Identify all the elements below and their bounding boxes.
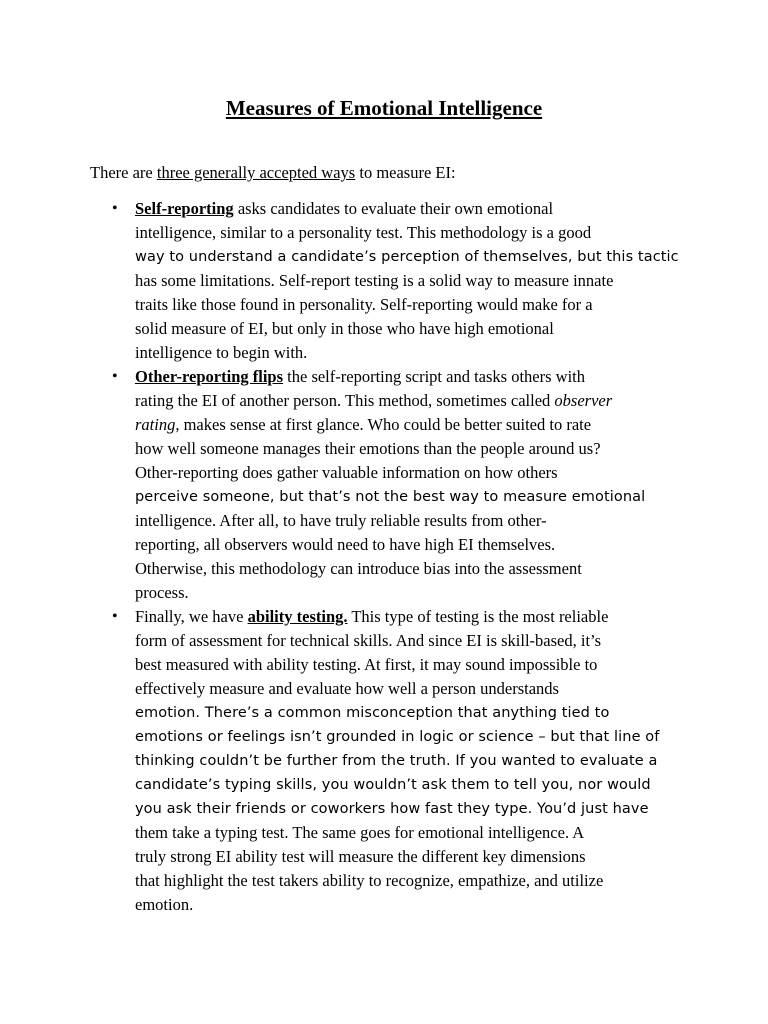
list-item-ability-testing xyxy=(90,605,680,917)
list-item-line: how well someone manages their emotions than the people around us? xyxy=(135,439,601,458)
list-item-line: emotions or feelings isn’t grounded in logic or science – but that line of xyxy=(135,729,660,745)
list-item-line: traits like those found in personality. Self-reporting would make for a xyxy=(135,295,593,314)
list-item-line: you ask their friends or coworkers how fast they type. You’d just have xyxy=(135,801,649,817)
list-item-line: candidate’s typing skills, you wouldn’t ask them to tell you, nor would xyxy=(135,777,651,793)
list-item-line: them take a typing test. The same goes for emotional intelligence. A xyxy=(135,823,585,842)
list-item-line: has some limitations. Self-report testing is a solid way to measure innate xyxy=(135,271,614,290)
list-item-line: Other-reporting flips the self-reporting script and tasks others with xyxy=(135,367,586,386)
list-item-line: solid measure of EI, but only in those who have high emotional xyxy=(135,319,554,338)
measures-list xyxy=(90,197,680,917)
list-item-line: rating the EI of another person. This method, sometimes called observer xyxy=(135,391,613,410)
list-item-self-reporting xyxy=(90,197,680,365)
list-item-line: intelligence. After all, to have truly reliable results from other- xyxy=(135,511,547,530)
list-item-line: form of assessment for technical skills. And since EI is skill-based, it’s xyxy=(135,631,602,650)
list-item-lead: Other-reporting flips xyxy=(135,367,284,386)
intro-before: There are xyxy=(90,163,157,182)
list-item-line: perceive someone, but that’s not the best way to measure emotional xyxy=(135,489,646,505)
list-item-line: thinking couldn’t be further from the truth. If you wanted to evaluate a xyxy=(135,753,658,769)
intro-after: to measure EI: xyxy=(355,163,456,182)
list-item-line: effectively measure and evaluate how well a person understands xyxy=(135,679,559,698)
list-item-line: rating, makes sense at first glance. Who could be better suited to rate xyxy=(135,415,592,434)
page-title: Measures of Emotional Intelligence xyxy=(225,96,543,120)
list-item-line: Otherwise, this methodology can introduce bias into the assessment xyxy=(135,559,582,578)
list-item-line: way to understand a candidate’s perception of themselves, but this tactic xyxy=(135,249,679,265)
list-item-line: intelligence, similar to a personality test. This methodology is a good xyxy=(135,223,592,242)
list-item-lead: ability testing. xyxy=(247,607,348,626)
intro-paragraph xyxy=(90,161,710,185)
list-item-line: reporting, all observers would need to have high EI themselves. xyxy=(135,535,556,554)
list-item-line: emotion. There’s a common misconception that anything tied to xyxy=(135,705,610,721)
list-item-line: Self-reporting asks candidates to evaluate their own emotional xyxy=(135,199,554,218)
list-item-other-reporting xyxy=(90,365,680,605)
list-item-line: Other-reporting does gather valuable information on how others xyxy=(135,463,558,482)
list-item-line: that highlight the test takers ability to recognize, empathize, and utilize xyxy=(135,871,604,890)
bullet-icon: • xyxy=(112,368,118,385)
bullet-icon: • xyxy=(112,608,118,625)
list-item-line: truly strong EI ability test will measure the different key dimensions xyxy=(135,847,586,866)
list-item-line: best measured with ability testing. At first, it may sound impossible to xyxy=(135,655,598,674)
list-item-line: intelligence to begin with. xyxy=(135,343,308,362)
list-item-lead: Self-reporting xyxy=(135,199,234,218)
list-item-line: emotion. xyxy=(135,895,194,914)
list-item-line: process. xyxy=(135,583,189,602)
bullet-icon: • xyxy=(112,200,118,217)
intro-underlined-phrase: three generally accepted ways xyxy=(156,163,356,182)
list-item-line: Finally, we have ability testing. This type of testing is the most reliable xyxy=(135,607,609,626)
